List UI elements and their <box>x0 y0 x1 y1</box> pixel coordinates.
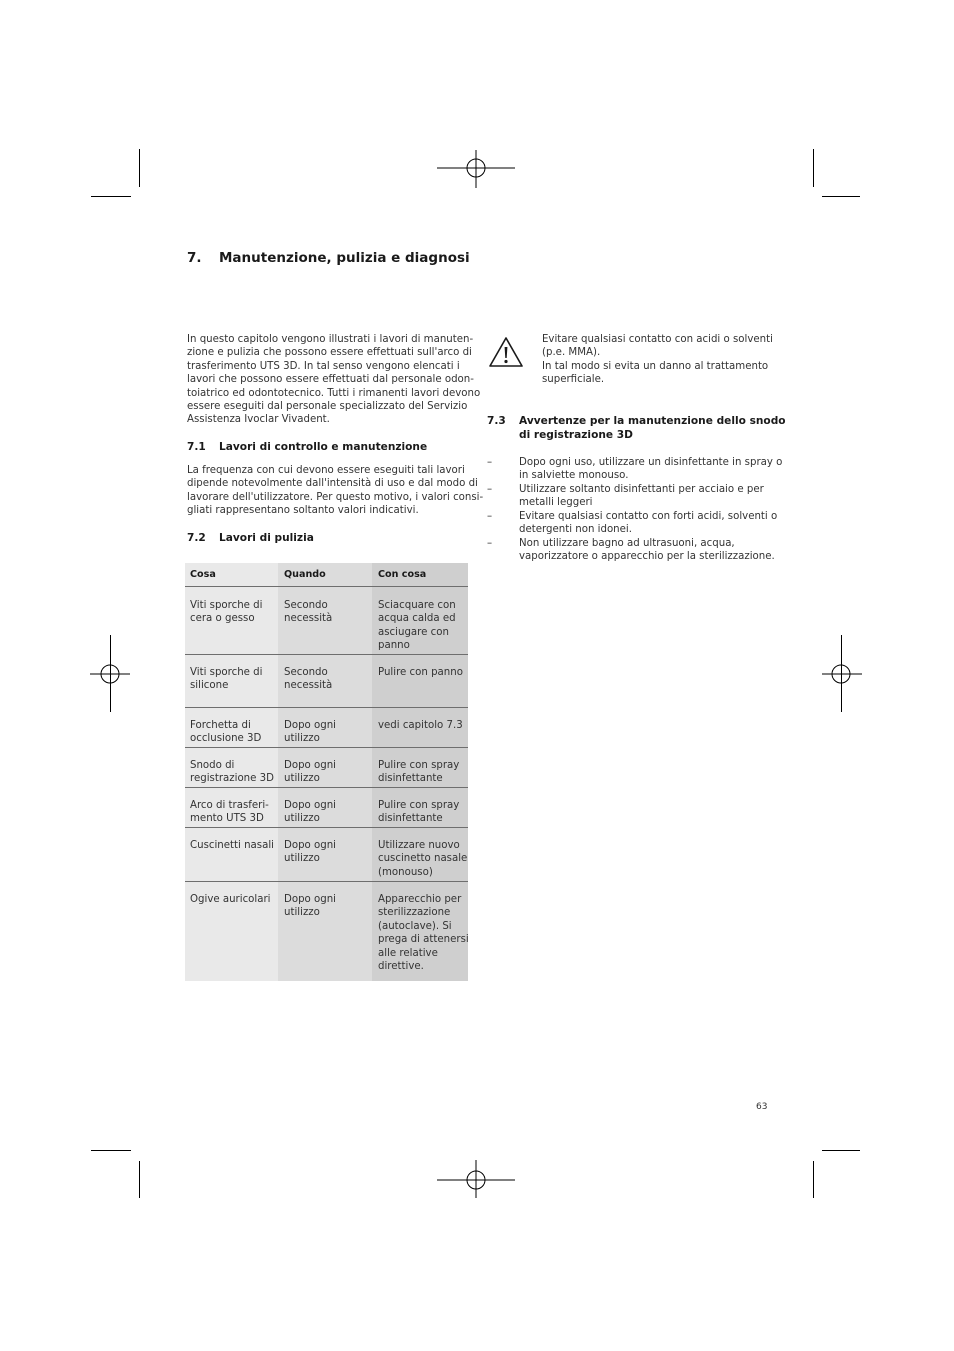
table-cell-line: panno <box>378 640 410 652</box>
table-cell-line: necessità <box>284 680 333 692</box>
table-cell <box>284 719 372 746</box>
list-item-line: in salviette monouso. <box>519 470 629 482</box>
warning-line: (p.e. MMA). <box>542 347 601 359</box>
list-item-line: vaporizzatore o apparecchio per la sterilizzazione. <box>519 551 775 563</box>
list-item <box>487 483 777 511</box>
table-cell <box>378 759 466 786</box>
table-cell <box>190 893 278 906</box>
chapter-number: 7. <box>187 250 202 266</box>
table-cell <box>284 759 372 786</box>
chapter-title <box>187 250 470 266</box>
table-cell <box>378 599 466 653</box>
section-heading-7-1 <box>187 440 427 454</box>
table-cell-line: Cuscinetti nasali <box>190 840 275 851</box>
intro-line: trasferimento UTS 3D. In tal senso vengono elencati i <box>187 360 460 372</box>
table-cell-line: silicone <box>190 680 229 692</box>
table-cell-line: Viti sporche di <box>190 600 263 611</box>
table-cell-line: Snodo di <box>190 760 235 771</box>
table-cell <box>190 759 278 786</box>
table-cell-line: utilizzo <box>284 733 320 745</box>
table-cell <box>378 799 466 826</box>
table-rule <box>185 654 468 655</box>
list-item <box>487 537 777 565</box>
cleaning-table <box>185 563 468 981</box>
table-cell-line: Quando <box>284 569 326 580</box>
section-title: Lavori di controllo e manutenzione <box>219 441 428 453</box>
intro-line: essere eseguiti dal personale specializzato del Servizio <box>187 401 468 413</box>
table-cell <box>190 599 278 626</box>
table-cell-line: cuscinetto nasale <box>378 853 468 865</box>
list-dash: – <box>487 484 493 495</box>
chapter-title-text: Manutenzione, pulizia e diagnosi <box>219 250 470 266</box>
table-rule <box>185 787 468 788</box>
table-cell-line: Viti sporche di <box>190 667 263 678</box>
warning-text <box>542 333 777 387</box>
paragraph-line: La frequenza con cui devono essere eseguiti tali lavori <box>187 465 465 476</box>
paragraph-line: gliati rappresentano soltanto valori indicativi. <box>187 505 419 517</box>
table-cell-line: occlusione 3D <box>190 733 262 745</box>
table-cell-line: utilizzo <box>284 853 320 865</box>
table-rule <box>185 707 468 708</box>
table-cell-line: Utilizzare nuovo <box>378 840 460 851</box>
list-dash: – <box>487 511 493 522</box>
table-cell <box>284 666 372 693</box>
table-cell <box>284 599 372 626</box>
list-item-line: Evitare qualsiasi contatto con forti acidi, solventi o <box>519 511 778 522</box>
table-rule <box>185 881 468 882</box>
table-cell-line: acqua calda ed <box>378 613 456 625</box>
intro-line: In questo capitolo vengono illustrati i lavori di manuten- <box>187 334 474 345</box>
warning-line: Evitare qualsiasi contatto con acidi o solventi <box>542 334 773 345</box>
table-cell-line: Dopo ogni <box>284 894 337 905</box>
table-cell <box>284 799 372 826</box>
table-cell-line: Ogive auricolari <box>190 894 271 905</box>
table-cell-line: utilizzo <box>284 813 320 825</box>
table-cell <box>378 893 469 973</box>
list-item-line: metalli leggeri <box>519 497 593 509</box>
table-cell-line: Pulire con spray <box>378 760 460 771</box>
intro-line: lavori che possono essere effettuati dal personale odon- <box>187 374 474 386</box>
table-cell-line: Secondo <box>284 600 328 611</box>
intro-line: Assistenza Ivoclar Vivadent. <box>187 414 330 426</box>
list-dash: – <box>487 457 493 468</box>
table-cell-line: Dopo ogni <box>284 800 337 811</box>
table-cell-line: registrazione 3D <box>190 773 274 785</box>
paragraph-line: dipende notevolmente dall'intensità di uso e dal modo di <box>187 478 478 490</box>
table-cell <box>284 839 372 866</box>
table-cell-line: Forchetta di <box>190 720 251 731</box>
paragraph-line: lavorare dell'utilizzatore. Per questo motivo, i valori consi- <box>187 491 484 503</box>
section-number: 7.2 <box>187 532 206 544</box>
section-title: Lavori di pulizia <box>219 532 314 544</box>
table-cell <box>190 719 278 746</box>
table-cell-line: sterilizzazione <box>378 907 451 919</box>
warning-triangle-icon <box>488 336 524 368</box>
table-rule <box>185 586 468 587</box>
table-cell-line: utilizzo <box>284 907 320 919</box>
table-header-cell <box>284 568 372 581</box>
table-cell <box>190 799 278 826</box>
section-title-line: di registrazione 3D <box>519 429 633 441</box>
table-cell-line: vedi capitolo 7.3 <box>378 720 463 731</box>
table-cell-line: Dopo ogni <box>284 760 337 771</box>
section-number: 7.3 <box>487 415 506 427</box>
table-cell-line: Dopo ogni <box>284 720 337 731</box>
table-cell-line: Arco di trasferi- <box>190 800 269 811</box>
table-cell-line: Pulire con panno <box>378 667 463 678</box>
table-cell-line: Sciacquare con <box>378 600 456 611</box>
table-cell-line: direttive. <box>378 961 424 973</box>
list-item <box>487 510 777 538</box>
table-cell <box>378 839 466 879</box>
intro-line: toiatrico ed odontotecnico. Tutti i rimanenti lavori devono <box>187 387 481 399</box>
section-number: 7.1 <box>187 441 206 453</box>
list-item-line: Non utilizzare bagno ad ultrasuoni, acqua, <box>519 538 735 549</box>
page-number: 63 <box>756 1102 768 1112</box>
list-item-line: Dopo ogni uso, utilizzare un disinfettante in spray o <box>519 457 783 468</box>
registration-mark-icon <box>437 1160 517 1200</box>
table-cell-line: disinfettante <box>378 813 443 825</box>
table-header-cell <box>378 568 466 581</box>
registration-mark-icon <box>822 655 862 695</box>
table-cell-line: prega di attenersi <box>378 934 469 946</box>
list-dash: – <box>487 538 493 549</box>
table-cell <box>190 839 278 852</box>
warning-line: superficiale. <box>542 374 605 386</box>
table-cell <box>284 893 372 920</box>
list-item-line: Utilizzare soltanto disinfettanti per acciaio e per <box>519 484 764 495</box>
list-item <box>487 456 783 484</box>
table-cell-line: (monouso) <box>378 866 433 878</box>
table-cell-line: Con cosa <box>378 569 427 580</box>
table-cell-line: Dopo ogni <box>284 840 337 851</box>
table-cell-line: Cosa <box>190 569 216 580</box>
table-rule <box>185 747 468 748</box>
table-cell-line: Pulire con spray <box>378 800 460 811</box>
table-cell-line: alle relative <box>378 947 438 959</box>
table-cell-line: disinfettante <box>378 773 443 785</box>
table-cell <box>378 666 466 679</box>
section-heading-7-2 <box>187 531 314 545</box>
table-rule <box>185 827 468 828</box>
registration-mark-icon <box>90 655 130 695</box>
intro-line: zione e pulizia che possono essere effettuati sull'arco di <box>187 347 472 359</box>
registration-mark-icon <box>437 150 517 190</box>
table-cell-line: Apparecchio per <box>378 894 462 905</box>
table-cell-line: Secondo <box>284 667 328 678</box>
table-cell <box>190 666 278 693</box>
table-header-cell <box>190 568 278 581</box>
table-cell-line: utilizzo <box>284 773 320 785</box>
section-7-1-paragraph <box>187 464 484 518</box>
section-heading-7-3 <box>487 414 786 442</box>
table-cell-line: cera o gesso <box>190 613 255 625</box>
list-item-line: detergenti non idonei. <box>519 524 632 536</box>
section-title-line: Avvertenze per la manutenzione dello snodo <box>519 415 786 427</box>
table-cell-line: (autoclave). Si <box>378 920 452 932</box>
warning-line: In tal modo si evita un danno al trattamento <box>542 360 769 372</box>
intro-paragraph <box>187 333 481 427</box>
table-cell-line: mento UTS 3D <box>190 813 264 825</box>
table-cell <box>378 719 466 732</box>
table-cell-line: necessità <box>284 613 333 625</box>
table-cell-line: asciugare con <box>378 626 449 638</box>
